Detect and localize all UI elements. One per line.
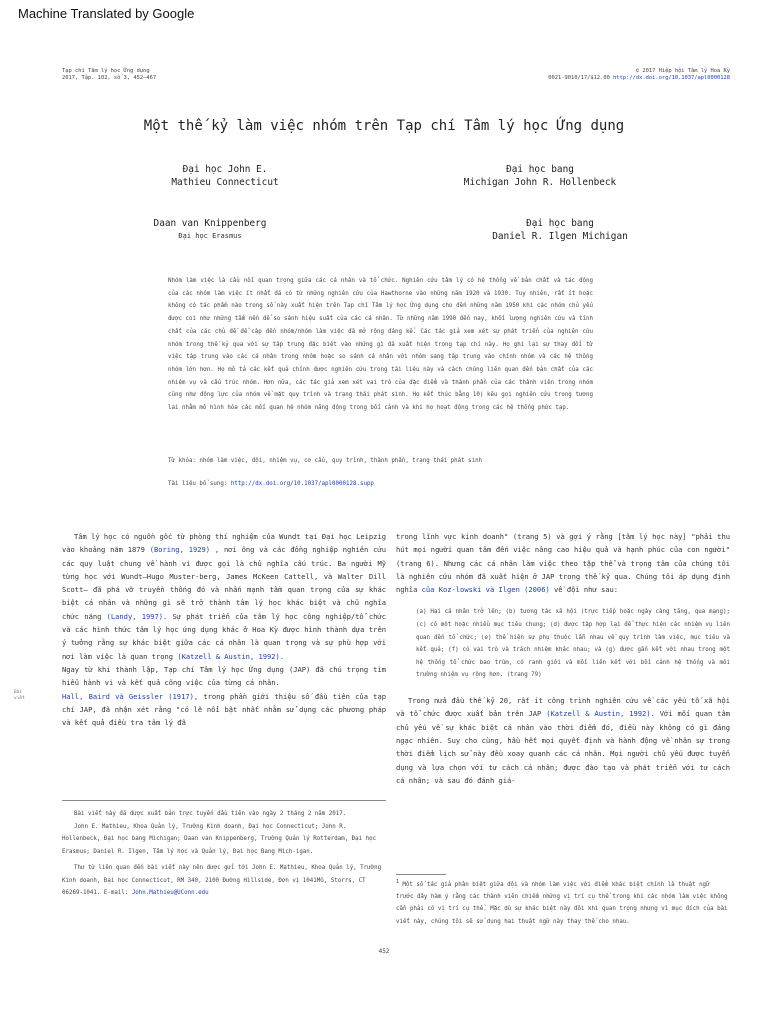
copyright-header <box>548 68 730 82</box>
citation-link[interactable]: (Landy, 1997). <box>106 611 168 621</box>
author-block-ilgen <box>450 217 670 243</box>
abstract: Nhóm làm việc là cầu nối quan trọng giữa các cá nhân và tổ chức. Nghiên cứu tâm lý có hệ thống về bản chất và tác động của các nhóm làm việc ít nhất đã có từ những nghiên cứu của Hawthorne vào những năm 1920 và 1930. Tuy nhiên, rất ít hoặc không có tác phẩm nào trong số này xuất hiện trên Tạp chí Tâm lý học Ứng dụng cho đến những năm 1950 khi các nhóm chủ yếu được coi như những tấm nền để so sánh hiệu suất của các cá nhân. Từ những năm 1990 đến nay, khối lượng nghiên cứu và tính chất của các chủ đề đề cập đến nhóm/nhóm làm việc đã mở rộng đáng kể. Các tác giả xem xét sự phát triển của nghiên cứu nhóm trong thế kỷ qua với sự tập trung đặc biệt vào những gì đã xuất hiện trong tạp chí này. Họ ghi lại sự thay đổi từ việc tập trung vào các cá nhân trong nhóm hoặc so sánh cá nhân với nhóm sang tập trung vào chính nhóm và các hệ thống nhóm lớn hơn. Họ mô tả các kết quả chính được nghiên cứu trong tài liệu này và cách chúng liên quan đến bản chất của các nhiệm vụ và cấu trúc nhóm. Hơn nữa, các tác giả xem xét vai trò của đặc điểm và thành phần của các thành viên trong nhóm cũng như động lực của nhóm về mặt quy trình và trạng thái phát sinh. Họ kết thúc bằng 10) kêu gọi nghiên cứu trong tương lai nhằm mô hình hóa các mối quan hệ nhóm năng động trong bối cảnh và khi họ hoạt động trong các hệ thống phức tạp. <box>168 278 593 412</box>
text-run: trong phần giới thiệu số đầu tiên của tạp chí JAP, đã nhận xét rằng "có lẽ nổi bật nhất nhằm sử dụng các phương pháp và kết quả điều tra tâm lý đã <box>62 691 386 728</box>
issn-price: 0021-9010/17/$12.00 <box>548 75 614 81</box>
paragraph <box>62 690 386 730</box>
text-run: về đội như sau: <box>549 585 619 595</box>
footnote-divider <box>396 874 446 875</box>
journal-volume: 2017, Tập. 102, số 3, 452–467 <box>62 75 157 81</box>
author-footnotes <box>62 808 386 900</box>
paragraph: Ngay từ khi thành lập, Tạp chí Tâm lý học Ứng dụng (JAP) đã chú trọng tìm hiểu hành vi và kết quả công việc của từng cá nhân. <box>62 664 386 688</box>
publication-note: Bài viết này đã được xuất bản trực tuyến đầu tiên vào ngày 2 tháng 2 năm 2017. <box>74 811 347 817</box>
article-title: Một thế kỷ làm việc nhóm trên Tạp chí Tâm lý học Ứng dụng <box>143 118 625 134</box>
block-quote-definition: (a) Hai cá nhân trở lên; (b) tương tác xã hội (trực tiếp hoặc ngày càng tăng, qua mạng); (c) có một hoặc nhiều mục tiêu chung; (d) được tập hợp lại để thực hiện các nhiệm vụ liên quan đến tổ chức; (e) thể hiện sự phụ thuộc lẫn nhau về quy trình làm việc, mục tiêu và kết quả; (f) có vai trò và trách nhiệm khác nhau; và (g) được gắn kết với nhau trong một hệ thống tổ chức bao trùm, có ranh giới và mối liên kết với bối cảnh hệ thống và môi trường nhiệm vụ rộng hơn. (trang 79) <box>416 609 730 679</box>
text-run: Một số tác giả phân biệt giữa đội và nhóm làm việc với điểm khác biệt chính là thuật ngữ trước đây hàm ý rằng các thành viên chiếm những vị trí cụ thể trong khi các nhóm làm việc không cần phải có vị trí cụ thể. Mặc dù sự khác biệt này đôi khi quan trọng nhưng vì mục đích của bài viết này, chúng tôi sẽ sử dụng hai thuật ngữ này thay thế cho nhau. <box>396 881 728 925</box>
citation-link[interactable]: của Koz-lowski và Ilgen (2006) <box>421 585 550 595</box>
machine-translation-banner: Machine Translated by Google <box>18 6 195 21</box>
author-block-hollenbeck <box>430 163 650 189</box>
author-block-mathieu <box>120 163 330 189</box>
author-name: Michigan John R. Hollenbeck <box>463 177 617 188</box>
citation-link[interactable]: Hall, Baird và Geissler (1917), <box>62 691 199 701</box>
citation-link[interactable]: (Katzell & Austin, 1992). <box>546 709 655 719</box>
journal-citation-header <box>62 68 156 82</box>
footnote-marker: 1 <box>396 880 399 885</box>
author-affiliation: Đại học John E. <box>182 164 268 175</box>
correspondence-note <box>62 862 386 900</box>
paragraph <box>62 530 386 663</box>
footnote-divider <box>62 800 386 801</box>
citation-link[interactable]: (Boring, 1929) <box>149 545 211 555</box>
supp-label: Tài liệu bổ sung: <box>168 481 231 487</box>
author-name: Mathieu Connecticut <box>171 177 279 188</box>
body-column-right <box>396 530 730 787</box>
author-name: Daan van Knippenberg <box>153 218 267 229</box>
text-run: Với mối quan tâm chủ yếu về sự khác biệt cá nhân vào thời điểm đó, điều này không có gì đáng ngạc nhiên. Suy cho cùng, hầu hết mọi quyết định và hành động về nhân sự trong thời điểm lịch sử này đều xoay quanh các cá nhân. Mọi người chủ yếu được tuyển dụng và lựa chọn với tư cách cá nhân; được đào tạo và phát triển với tư cách cá nhân; và sau đó đánh giá- <box>396 709 730 785</box>
doi-link[interactable]: http://dx.doi.org/10.1037/apl0000128 <box>613 75 730 81</box>
text-run: trong lĩnh vực kinh doanh" (trang 5) và gợi ý rằng [tâm lý học này] "phải thu hút mọi người quan tâm đến việc nâng cao hiệu quả và hạnh phúc của con người" (trang 6). Nhưng các cá nhân làm việc theo tập thể và trọng tâm của chúng tôi là nghiên cứu nhóm đã xuất hiện ở JAP trong thế kỷ qua. Chúng tôi áp dụng định nghĩa <box>396 532 730 595</box>
text-run: Trong nửa đầu thế kỷ 20, rất ít công trình nghiên cứu về các yếu tố xã hội và tổ chức được xuất bản trên JAP <box>396 696 730 719</box>
text-run: Sự phát triển của tâm lý học công nghiệp/tổ chức và các hình thức tâm lý học ứng dụng khác ở Hoa Kỳ được hình thành dựa trên ý tưởng rằng sự khác biệt giữa các cá nhân là quan trọng và sự phù hợp với nơi làm việc là quan trọng <box>62 611 386 661</box>
author-block-knippenberg <box>105 217 315 243</box>
supplemental-materials <box>168 481 374 487</box>
page-number: 452 <box>378 948 390 955</box>
citation-link[interactable]: (Katzell & Austin, 1992). <box>177 651 285 661</box>
doi-line <box>548 75 730 82</box>
paragraph <box>396 530 730 596</box>
paragraph <box>396 694 730 787</box>
margin-watermark: Bài viết <box>14 690 25 701</box>
keywords: Từ khóa: nhóm làm việc, đội, nhiệm vụ, cơ cấu, quy trình, thành phần, trạng thái phát sinh <box>168 458 483 464</box>
text-run: Tâm lý học có nguồn gốc từ phòng thí nghiệm của Wundt tại Đại học Leipzig vào khoảng năm 1879 <box>62 532 386 555</box>
email-link[interactable]: John.Mathieu@UConn.edu <box>131 890 209 896</box>
supp-link[interactable]: http://dx.doi.org/10.1037/apl0000128.supp <box>230 481 374 487</box>
author-name: Daniel R. Ilgen Michigan <box>492 231 628 242</box>
author-affiliations-note: John E. Mathieu, Khoa Quản lý, Trường Kinh doanh, Đại học Connecticut; John R. Hollenbeck, Đại học bang Michigan; Daan van Knippenberg, Trường Quản lý Rotterdam, Đại học Erasmus; Daniel R. Ilgen, Tâm lý học và Quản lý, Đại học Bang Mich-igan. <box>62 823 377 855</box>
body-column-left <box>62 530 386 729</box>
journal-name: Tạp chí Tâm lý học Ứng dụng <box>62 68 150 74</box>
author-affiliation: Đại học Erasmus <box>178 232 242 240</box>
text-run: , nơi ông và các đồng nghiệp nghiên cứu các quy luật chung về hành vi được gọi là chủ nghĩa cấu trúc. Ba người Mỹ từng học với Wundt—Hugo Muster-berg, James McKeen Cattell, và Walter Dill Scott— đã phá vỡ truyền thống đó và nhấn mạnh tầm quan trọng của sự khác biệt cá nhân và những gì sẽ trở thành tâm lý học khác biệt và chủ nghĩa chức năng <box>62 545 386 621</box>
copyright-line: © 2017 Hiệp hội Tâm lý Hoa Kỳ <box>635 68 730 74</box>
terminology-footnote <box>396 877 730 928</box>
author-affiliation: Đại học bang <box>506 164 574 175</box>
text-run: Thư từ liên quan đến bài viết này nên được gửi tới John E. Mathieu, Khoa Quản lý, Trường Kinh doanh, Đại học Connecticut, RM 340, 2100 Đường Hillside, Đơn vị 1041MG, Storrs, CT 06269-1041. E-mail: <box>62 865 382 896</box>
author-affiliation: Đại học bang <box>526 218 594 229</box>
